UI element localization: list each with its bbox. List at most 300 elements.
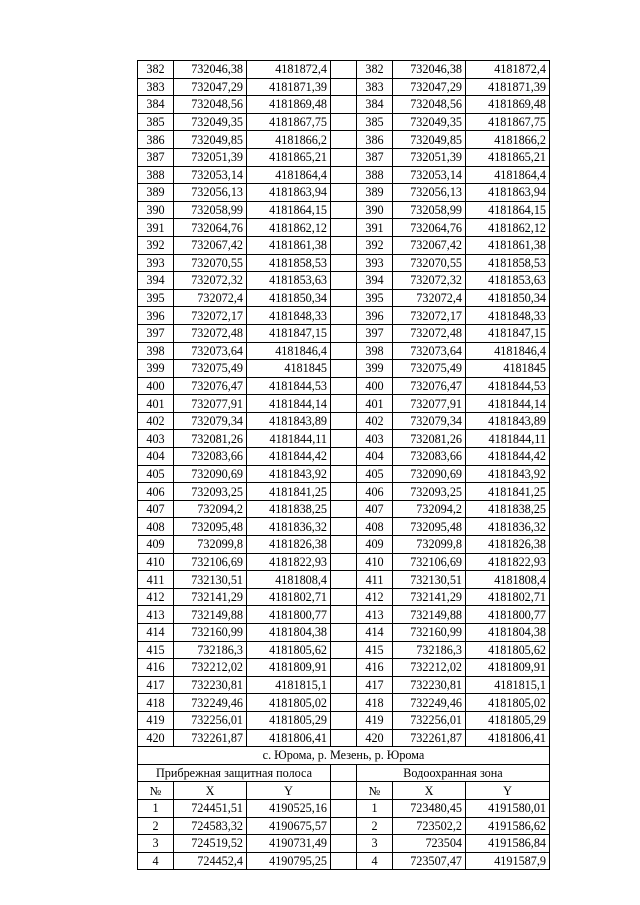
y-coordinate: 4191586,84 (466, 835, 550, 853)
x-coordinate: 732160,99 (174, 624, 247, 642)
x-coordinate: 732081,26 (174, 430, 247, 448)
x-coordinate: 732090,69 (393, 465, 466, 483)
x-coordinate: 732186,3 (393, 641, 466, 659)
x-coordinate: 732141,29 (174, 588, 247, 606)
y-coordinate: 4190525,16 (247, 799, 331, 817)
y-coordinate: 4181805,29 (466, 711, 550, 729)
x-coordinate: 732051,39 (393, 148, 466, 166)
y-coordinate: 4181847,15 (247, 324, 331, 342)
x-coordinate: 732076,47 (174, 377, 247, 395)
y-coordinate: 4181844,53 (466, 377, 550, 395)
table-row (138, 184, 550, 202)
x-coordinate: 732067,42 (174, 236, 247, 254)
x-coordinate: 732130,51 (174, 571, 247, 589)
x-coordinate: 732072,32 (393, 272, 466, 290)
y-coordinate: 4181802,71 (466, 588, 550, 606)
x-coordinate: 732049,35 (393, 113, 466, 131)
point-number: 392 (138, 236, 174, 254)
table-row (138, 289, 550, 307)
table-row (138, 553, 550, 571)
y-coordinate: 4181850,34 (247, 289, 331, 307)
point-number: 416 (138, 659, 174, 677)
y-coordinate: 4181822,93 (466, 553, 550, 571)
table-row (138, 272, 550, 290)
table-row (138, 201, 550, 219)
column-gap (331, 113, 357, 131)
table-row (138, 835, 550, 853)
y-coordinate: 4181864,15 (247, 201, 331, 219)
x-coordinate: 732072,17 (174, 307, 247, 325)
y-coordinate: 4181844,14 (466, 395, 550, 413)
y-coordinate: 4181838,25 (466, 500, 550, 518)
point-number: 401 (138, 395, 174, 413)
column-gap (331, 219, 357, 237)
y-coordinate: 4181866,2 (466, 131, 550, 149)
y-coordinate: 4181843,92 (247, 465, 331, 483)
point-number: 419 (357, 711, 393, 729)
table-row (138, 729, 550, 747)
point-number: 417 (138, 676, 174, 694)
x-coordinate: 732090,69 (174, 465, 247, 483)
table-row (138, 113, 550, 131)
y-coordinate: 4181805,02 (247, 694, 331, 712)
column-gap (331, 254, 357, 272)
point-number: 384 (357, 96, 393, 114)
point-number: 403 (138, 430, 174, 448)
x-coordinate: 732049,85 (393, 131, 466, 149)
point-number: 402 (357, 412, 393, 430)
y-coordinate: 4181848,33 (466, 307, 550, 325)
y-coordinate: 4181836,32 (247, 518, 331, 536)
column-gap (331, 500, 357, 518)
x-coordinate: 732053,14 (174, 166, 247, 184)
table-row (138, 624, 550, 642)
table-row (138, 518, 550, 536)
point-number: 407 (138, 500, 174, 518)
x-coordinate: 732049,35 (174, 113, 247, 131)
column-gap (331, 395, 357, 413)
y-coordinate: 4181869,48 (247, 96, 331, 114)
point-number: 420 (138, 729, 174, 747)
x-coordinate: 732053,14 (393, 166, 466, 184)
point-number: 393 (357, 254, 393, 272)
point-number: 383 (138, 78, 174, 96)
y-coordinate: 4181843,89 (247, 412, 331, 430)
x-coordinate: 724519,52 (174, 835, 247, 853)
y-coordinate: 4181841,25 (466, 483, 550, 501)
x-coordinate: 732073,64 (174, 342, 247, 360)
x-coordinate: 723507,47 (393, 852, 466, 870)
y-coordinate: 4181867,75 (247, 113, 331, 131)
y-coordinate: 4191586,62 (466, 817, 550, 835)
point-number: 4 (138, 852, 174, 870)
y-coordinate: 4181844,53 (247, 377, 331, 395)
point-number: 386 (138, 131, 174, 149)
y-coordinate: 4181853,63 (466, 272, 550, 290)
header-number: № (357, 782, 393, 800)
column-gap (331, 835, 357, 853)
point-number: 406 (357, 483, 393, 501)
table-row (138, 360, 550, 378)
point-number: 394 (357, 272, 393, 290)
point-number: 391 (138, 219, 174, 237)
x-coordinate: 732076,47 (393, 377, 466, 395)
x-coordinate: 732130,51 (393, 571, 466, 589)
y-coordinate: 4181848,33 (247, 307, 331, 325)
x-coordinate: 732099,8 (174, 536, 247, 554)
column-gap (331, 184, 357, 202)
column-gap (331, 553, 357, 571)
y-coordinate: 4181853,63 (247, 272, 331, 290)
x-coordinate: 732077,91 (174, 395, 247, 413)
column-gap (331, 201, 357, 219)
table-row (138, 430, 550, 448)
column-gap (331, 360, 357, 378)
table-row (138, 412, 550, 430)
x-coordinate: 723480,45 (393, 799, 466, 817)
column-gap (331, 78, 357, 96)
y-coordinate: 4181872,4 (247, 61, 331, 79)
point-number: 4 (357, 852, 393, 870)
column-gap (331, 782, 357, 800)
column-gap (331, 236, 357, 254)
point-number: 408 (357, 518, 393, 536)
point-number: 419 (138, 711, 174, 729)
column-gap (331, 711, 357, 729)
y-coordinate: 4181806,41 (247, 729, 331, 747)
x-coordinate: 732048,56 (174, 96, 247, 114)
point-number: 410 (357, 553, 393, 571)
x-coordinate: 732261,87 (174, 729, 247, 747)
column-gap (331, 324, 357, 342)
point-number: 399 (357, 360, 393, 378)
header-x: X (393, 782, 466, 800)
point-number: 390 (357, 201, 393, 219)
y-coordinate: 4181864,4 (247, 166, 331, 184)
x-coordinate: 732256,01 (174, 711, 247, 729)
x-coordinate: 732141,29 (393, 588, 466, 606)
column-gap (331, 799, 357, 817)
point-number: 409 (357, 536, 393, 554)
table-row (138, 166, 550, 184)
table-row (138, 659, 550, 677)
y-coordinate: 4181822,93 (247, 553, 331, 571)
y-coordinate: 4181865,21 (247, 148, 331, 166)
point-number: 399 (138, 360, 174, 378)
table-row (138, 694, 550, 712)
point-number: 405 (138, 465, 174, 483)
table-row (138, 78, 550, 96)
x-coordinate: 732149,88 (174, 606, 247, 624)
x-coordinate: 732230,81 (174, 676, 247, 694)
y-coordinate: 4190795,25 (247, 852, 331, 870)
y-coordinate: 4181871,39 (466, 78, 550, 96)
point-number: 404 (357, 448, 393, 466)
table-row (138, 307, 550, 325)
point-number: 408 (138, 518, 174, 536)
point-number: 411 (138, 571, 174, 589)
x-coordinate: 732099,8 (393, 536, 466, 554)
x-coordinate: 732261,87 (393, 729, 466, 747)
column-gap (331, 272, 357, 290)
point-number: 404 (138, 448, 174, 466)
y-coordinate: 4190675,57 (247, 817, 331, 835)
header-x: X (174, 782, 247, 800)
x-coordinate: 732094,2 (393, 500, 466, 518)
header-y: Y (466, 782, 550, 800)
point-number: 411 (357, 571, 393, 589)
section-title-row (138, 747, 550, 765)
table-row (138, 254, 550, 272)
y-coordinate: 4191587,9 (466, 852, 550, 870)
x-coordinate: 732160,99 (393, 624, 466, 642)
y-coordinate: 4181805,29 (247, 711, 331, 729)
x-coordinate: 732083,66 (393, 448, 466, 466)
y-coordinate: 4181808,4 (247, 571, 331, 589)
x-coordinate: 732072,17 (393, 307, 466, 325)
point-number: 390 (138, 201, 174, 219)
point-number: 414 (138, 624, 174, 642)
table-row (138, 448, 550, 466)
table-row (138, 536, 550, 554)
x-coordinate: 732070,55 (393, 254, 466, 272)
y-coordinate: 4181804,38 (247, 624, 331, 642)
point-number: 397 (138, 324, 174, 342)
y-coordinate: 4181863,94 (247, 184, 331, 202)
point-number: 418 (138, 694, 174, 712)
column-gap (331, 659, 357, 677)
point-number: 401 (357, 395, 393, 413)
table-row (138, 817, 550, 835)
y-coordinate: 4181847,15 (466, 324, 550, 342)
y-coordinate: 4181844,14 (247, 395, 331, 413)
x-coordinate: 732093,25 (174, 483, 247, 501)
section-title: с. Юрома, р. Мезень, р. Юрома (138, 747, 550, 765)
x-coordinate: 732093,25 (393, 483, 466, 501)
y-coordinate: 4181826,38 (247, 536, 331, 554)
table-row (138, 377, 550, 395)
column-gap (331, 412, 357, 430)
y-coordinate: 4181800,77 (247, 606, 331, 624)
point-number: 385 (357, 113, 393, 131)
point-number: 412 (357, 588, 393, 606)
x-coordinate: 732046,38 (174, 61, 247, 79)
column-gap (331, 817, 357, 835)
point-number: 416 (357, 659, 393, 677)
x-coordinate: 732095,48 (174, 518, 247, 536)
column-gap (331, 430, 357, 448)
point-number: 413 (138, 606, 174, 624)
x-coordinate: 732048,56 (393, 96, 466, 114)
point-number: 382 (138, 61, 174, 79)
x-coordinate: 732081,26 (393, 430, 466, 448)
point-number: 412 (138, 588, 174, 606)
point-number: 398 (357, 342, 393, 360)
header-row (138, 782, 550, 800)
x-coordinate: 732075,49 (393, 360, 466, 378)
y-coordinate: 4181864,4 (466, 166, 550, 184)
point-number: 386 (357, 131, 393, 149)
y-coordinate: 4181872,4 (466, 61, 550, 79)
y-coordinate: 4181804,38 (466, 624, 550, 642)
y-coordinate: 4181861,38 (247, 236, 331, 254)
table-row (138, 711, 550, 729)
point-number: 1 (357, 799, 393, 817)
y-coordinate: 4181844,11 (247, 430, 331, 448)
column-gap (331, 166, 357, 184)
point-number: 387 (138, 148, 174, 166)
table-row (138, 606, 550, 624)
x-coordinate: 732051,39 (174, 148, 247, 166)
x-coordinate: 732056,13 (174, 184, 247, 202)
x-coordinate: 732072,48 (174, 324, 247, 342)
y-coordinate: 4181871,39 (247, 78, 331, 96)
x-coordinate: 732249,46 (393, 694, 466, 712)
point-number: 389 (357, 184, 393, 202)
x-coordinate: 732049,85 (174, 131, 247, 149)
point-number: 3 (138, 835, 174, 853)
right-subtitle: Водоохранная зона (357, 764, 550, 782)
left-subtitle: Прибрежная защитная полоса (138, 764, 331, 782)
point-number: 384 (138, 96, 174, 114)
point-number: 396 (357, 307, 393, 325)
column-gap (331, 131, 357, 149)
x-coordinate: 732079,34 (393, 412, 466, 430)
y-coordinate: 4181864,15 (466, 201, 550, 219)
x-coordinate: 732249,46 (174, 694, 247, 712)
x-coordinate: 732072,4 (174, 289, 247, 307)
table-row (138, 219, 550, 237)
table-row (138, 131, 550, 149)
x-coordinate: 732047,29 (393, 78, 466, 96)
point-number: 385 (138, 113, 174, 131)
x-coordinate: 732212,02 (393, 659, 466, 677)
column-gap (331, 289, 357, 307)
point-number: 393 (138, 254, 174, 272)
x-coordinate: 732077,91 (393, 395, 466, 413)
table-row (138, 61, 550, 79)
point-number: 391 (357, 219, 393, 237)
y-coordinate: 4181844,42 (466, 448, 550, 466)
y-coordinate: 4181843,92 (466, 465, 550, 483)
table-row (138, 148, 550, 166)
point-number: 414 (357, 624, 393, 642)
column-gap (331, 465, 357, 483)
x-coordinate: 723502,2 (393, 817, 466, 835)
point-number: 388 (138, 166, 174, 184)
y-coordinate: 4181815,1 (247, 676, 331, 694)
x-coordinate: 732056,13 (393, 184, 466, 202)
point-number: 395 (357, 289, 393, 307)
point-number: 409 (138, 536, 174, 554)
y-coordinate: 4181858,53 (247, 254, 331, 272)
y-coordinate: 4181858,53 (466, 254, 550, 272)
point-number: 3 (357, 835, 393, 853)
point-number: 417 (357, 676, 393, 694)
x-coordinate: 724451,51 (174, 799, 247, 817)
x-coordinate: 732186,3 (174, 641, 247, 659)
x-coordinate: 732047,29 (174, 78, 247, 96)
y-coordinate: 4181850,34 (466, 289, 550, 307)
y-coordinate: 4181802,71 (247, 588, 331, 606)
table-row (138, 236, 550, 254)
column-gap (331, 606, 357, 624)
y-coordinate: 4181826,38 (466, 536, 550, 554)
column-gap (331, 624, 357, 642)
y-coordinate: 4181808,4 (466, 571, 550, 589)
y-coordinate: 4181866,2 (247, 131, 331, 149)
header-number: № (138, 782, 174, 800)
point-number: 396 (138, 307, 174, 325)
x-coordinate: 732149,88 (393, 606, 466, 624)
y-coordinate: 4181844,11 (466, 430, 550, 448)
y-coordinate: 4181805,62 (466, 641, 550, 659)
x-coordinate: 732073,64 (393, 342, 466, 360)
x-coordinate: 732064,76 (393, 219, 466, 237)
point-number: 1 (138, 799, 174, 817)
y-coordinate: 4181809,91 (466, 659, 550, 677)
x-coordinate: 724452,4 (174, 852, 247, 870)
point-number: 415 (357, 641, 393, 659)
point-number: 382 (357, 61, 393, 79)
subtitle-row (138, 764, 550, 782)
point-number: 413 (357, 606, 393, 624)
y-coordinate: 4181865,21 (466, 148, 550, 166)
x-coordinate: 732079,34 (174, 412, 247, 430)
point-number: 388 (357, 166, 393, 184)
y-coordinate: 4191580,01 (466, 799, 550, 817)
column-gap (331, 641, 357, 659)
y-coordinate: 4181815,1 (466, 676, 550, 694)
y-coordinate: 4181806,41 (466, 729, 550, 747)
point-number: 383 (357, 78, 393, 96)
x-coordinate: 732067,42 (393, 236, 466, 254)
table-row (138, 500, 550, 518)
point-number: 2 (357, 817, 393, 835)
y-coordinate: 4181843,89 (466, 412, 550, 430)
x-coordinate: 732046,38 (393, 61, 466, 79)
column-gap (331, 571, 357, 589)
header-y: Y (247, 782, 331, 800)
y-coordinate: 4181841,25 (247, 483, 331, 501)
table-row (138, 96, 550, 114)
table-row (138, 676, 550, 694)
table-row (138, 641, 550, 659)
column-gap (331, 676, 357, 694)
point-number: 392 (357, 236, 393, 254)
y-coordinate: 4181846,4 (247, 342, 331, 360)
column-gap (331, 483, 357, 501)
y-coordinate: 4181844,42 (247, 448, 331, 466)
x-coordinate: 732058,99 (174, 201, 247, 219)
y-coordinate: 4181836,32 (466, 518, 550, 536)
column-gap (331, 536, 357, 554)
point-number: 410 (138, 553, 174, 571)
y-coordinate: 4190731,49 (247, 835, 331, 853)
column-gap (331, 307, 357, 325)
column-gap (331, 729, 357, 747)
point-number: 403 (357, 430, 393, 448)
point-number: 395 (138, 289, 174, 307)
point-number: 420 (357, 729, 393, 747)
point-number: 387 (357, 148, 393, 166)
table-row (138, 588, 550, 606)
x-coordinate: 732230,81 (393, 676, 466, 694)
column-gap (331, 694, 357, 712)
y-coordinate: 4181869,48 (466, 96, 550, 114)
point-number: 406 (138, 483, 174, 501)
y-coordinate: 4181861,38 (466, 236, 550, 254)
